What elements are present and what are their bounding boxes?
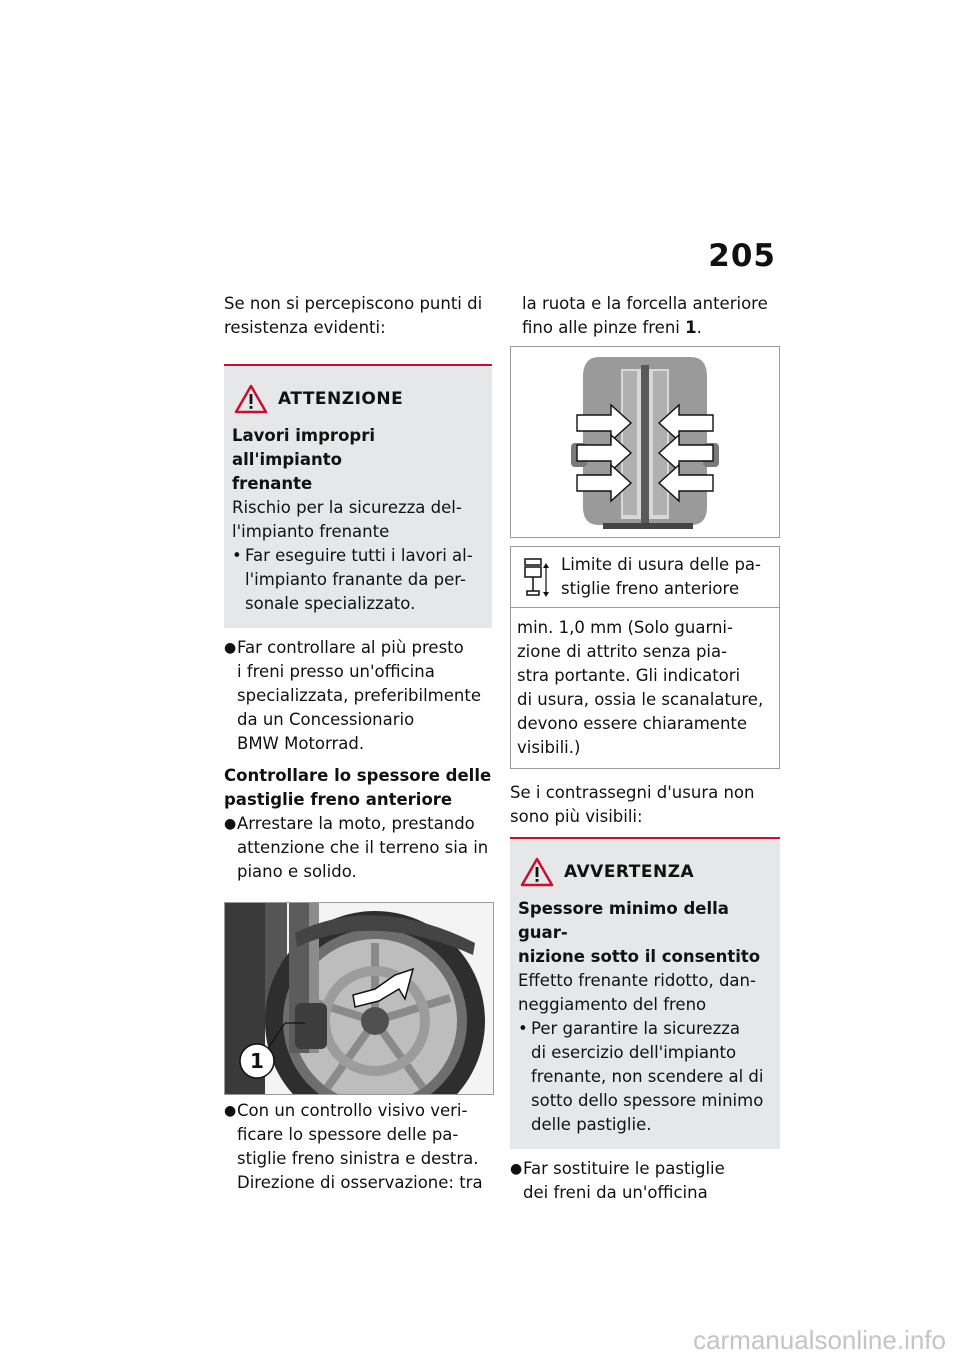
warning-bullet-line-2: di esercizio dell'impianto [531, 1043, 737, 1062]
warning-bullet-line-1: Per garantire la sicurezza [531, 1019, 741, 1038]
step-line-1: Far sostituire le pastiglie [523, 1159, 725, 1178]
page-number: 205 [708, 238, 776, 274]
continuation-ref-number: 1 [685, 318, 697, 337]
warning-risk-line-1: Effetto frenante ridotto, dan- [518, 971, 756, 990]
step-bullet-marker: ● [224, 640, 237, 656]
continuation-line-2: fino alle pinze freni 1. [522, 318, 702, 337]
step-list-4 [510, 1157, 780, 1205]
step-line-4: Direzione di osservazione: tra [237, 1173, 483, 1192]
step-line-4: da un Concessionario [237, 710, 415, 729]
step-bullet-marker: ● [224, 1103, 237, 1119]
warning-bullet-line-1: Far eseguire tutti i lavori al- [245, 546, 473, 565]
continuation-text [510, 292, 780, 340]
right-column [510, 292, 780, 1205]
spec-title-line-1: Limite di usura delle pa- [561, 555, 761, 574]
section-heading-line-1: Controllare lo spessore delle [224, 766, 492, 785]
warning-box-avvertenza [510, 839, 780, 1149]
step-list-3 [224, 1099, 492, 1195]
step-line-3: specializzata, preferibilmente [237, 686, 481, 705]
intro-2-line-1: Se i contrassegni d'usura non [510, 783, 755, 802]
continuation-line-1: la ruota e la forcella anteriore [522, 294, 768, 313]
step-list-1 [224, 636, 492, 756]
warning-hazard-line-1: Lavori impropri all'impianto [232, 426, 376, 469]
warning-triangle-icon [234, 384, 268, 414]
intro-2-line-2: sono più visibili: [510, 807, 643, 826]
warning-box-attenzione [224, 366, 492, 628]
spec-body-line-6: visibili.) [517, 738, 581, 757]
warning-hazard-line-2: frenante [232, 474, 313, 493]
warning-header [520, 857, 768, 887]
figure-callout-number: 1 [250, 1049, 264, 1073]
warning-title: AVVERTENZA [564, 862, 695, 882]
step-bullet-marker: ● [224, 816, 237, 832]
step-line-1: Far controllare al più presto [237, 638, 464, 657]
warning-bullet-line-2: l'impianto franante da per- [245, 570, 466, 589]
step-line-2: attenzione che il terreno sia in [237, 838, 489, 857]
step-item [224, 636, 492, 756]
spec-title [561, 553, 761, 601]
continuation-line-2-text: fino alle pinze freni [522, 318, 680, 337]
warning-bullet [518, 1017, 768, 1137]
warning-risk-line-2: neggiamento del freno [518, 995, 707, 1014]
spec-title-line-2: stiglie freno anteriore [561, 579, 740, 598]
watermark: carmanualsonline.info [693, 1325, 946, 1355]
step-line-1: Con un controllo visivo veri- [237, 1101, 468, 1120]
left-column [224, 292, 492, 1195]
intro-line-2: resistenza evidenti: [224, 318, 386, 337]
warning-bullet-line-3: sonale specializzato. [245, 594, 416, 613]
intro-line-1: Se non si percepiscono punti di [224, 294, 483, 313]
wear-limit-spec [510, 546, 780, 769]
brake-caliper-illustration [511, 347, 779, 537]
warning-title: ATTENZIONE [278, 389, 404, 409]
step-line-5: BMW Motorrad. [237, 734, 365, 753]
brake-caliper-figure [510, 346, 780, 538]
section-heading-line-2: pastiglie freno anteriore [224, 790, 453, 809]
spec-body-line-5: devono essere chiaramente [517, 714, 748, 733]
warning-header [234, 384, 480, 414]
spec-body-line-2: zione di attrito senza pia- [517, 642, 728, 661]
section-heading [224, 764, 492, 812]
step-line-1: Arrestare la moto, prestando [237, 814, 475, 833]
intro-2 [510, 781, 780, 829]
step-line-3: piano e solido. [237, 862, 357, 881]
warning-hazard-line-2: nizione sotto il consentito [518, 947, 761, 966]
front-wheel-figure [224, 902, 494, 1095]
step-line-2: dei freni da un'officina [523, 1183, 708, 1202]
bullet-marker: • [518, 1019, 528, 1038]
spec-body [511, 608, 779, 768]
step-bullet-marker: ● [510, 1161, 523, 1177]
warning-triangle-icon [520, 857, 554, 887]
step-item [224, 1099, 492, 1195]
warning-bullet [232, 544, 480, 616]
spec-body-line-3: stra portante. Gli indicatori [517, 666, 741, 685]
step-list-2 [224, 812, 492, 884]
step-line-2: i freni presso un'officina [237, 662, 435, 681]
spec-body-line-4: di usura, ossia le scanalature, [517, 690, 764, 709]
warning-bullets [518, 1017, 768, 1137]
bullet-marker: • [232, 546, 242, 565]
front-wheel-illustration [225, 903, 493, 1094]
warning-bullets [232, 544, 480, 616]
warning-risk-line-2: l'impianto frenante [232, 522, 390, 541]
warning-bullet-line-3: frenante, non scendere al di [531, 1067, 764, 1086]
warning-bullet-line-5: delle pastiglie. [531, 1115, 652, 1134]
warning-bullet-line-4: sotto dello spessore minimo [531, 1091, 764, 1110]
step-line-3: stiglie freno sinistra e destra. [237, 1149, 479, 1168]
step-item [510, 1157, 780, 1205]
spec-body-line-1: min. 1,0 mm (Solo guarni- [517, 618, 733, 637]
warning-risk-line-1: Rischio per la sicurezza del- [232, 498, 462, 517]
step-line-2: ficare lo spessore delle pa- [237, 1125, 459, 1144]
spec-header [511, 547, 779, 608]
warning-hazard-line-1: Spessore minimo della guar- [518, 899, 729, 942]
brake-pad-thickness-icon [521, 555, 551, 599]
step-item [224, 812, 492, 884]
